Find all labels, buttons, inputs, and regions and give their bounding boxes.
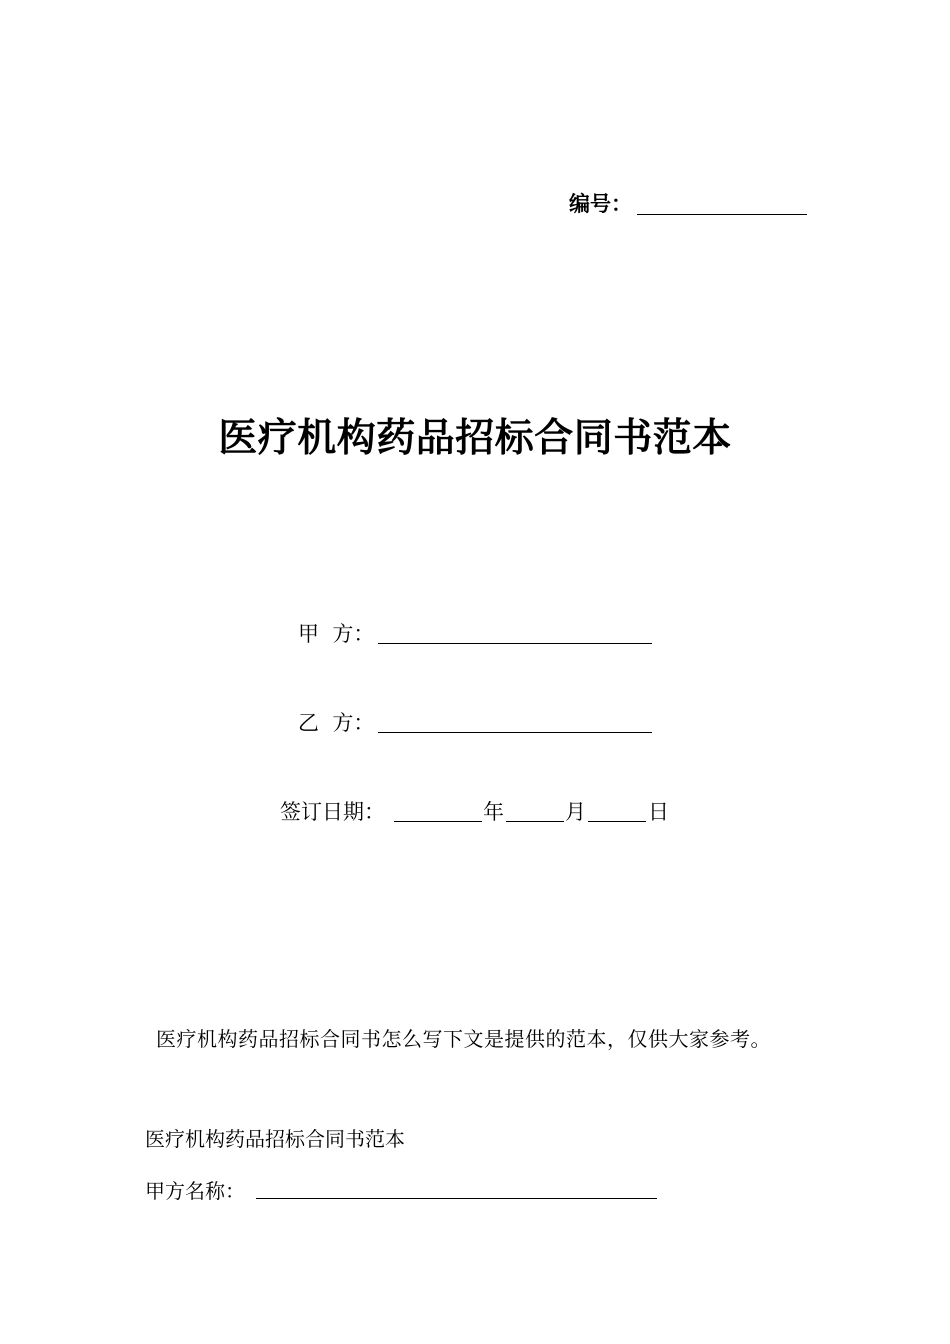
sign-year-blank (394, 821, 482, 822)
sign-date-label: 签订日期： (280, 800, 385, 824)
party-b-blank (378, 732, 652, 733)
party-a-blank (378, 643, 652, 644)
party-b-label: 乙 方： (298, 711, 375, 735)
party-a-name-blank (256, 1198, 657, 1199)
document-title: 医疗机构药品招标合同书范本 (218, 416, 732, 461)
contract-number-label: 编号： (569, 192, 632, 216)
sign-day-blank (588, 821, 646, 822)
party-a-label: 甲 方： (298, 622, 375, 646)
year-label: 年 (483, 800, 504, 824)
day-label: 日 (648, 800, 669, 824)
party-a-name-label: 甲方名称： (145, 1179, 245, 1203)
sign-month-blank (506, 821, 564, 822)
contract-number-blank (637, 214, 807, 215)
body-heading: 医疗机构药品招标合同书范本 (145, 1127, 405, 1151)
intro-paragraph: 医疗机构药品招标合同书怎么写下文是提供的范本，仅供大家参考。 (156, 1027, 771, 1051)
month-label: 月 (565, 800, 586, 824)
